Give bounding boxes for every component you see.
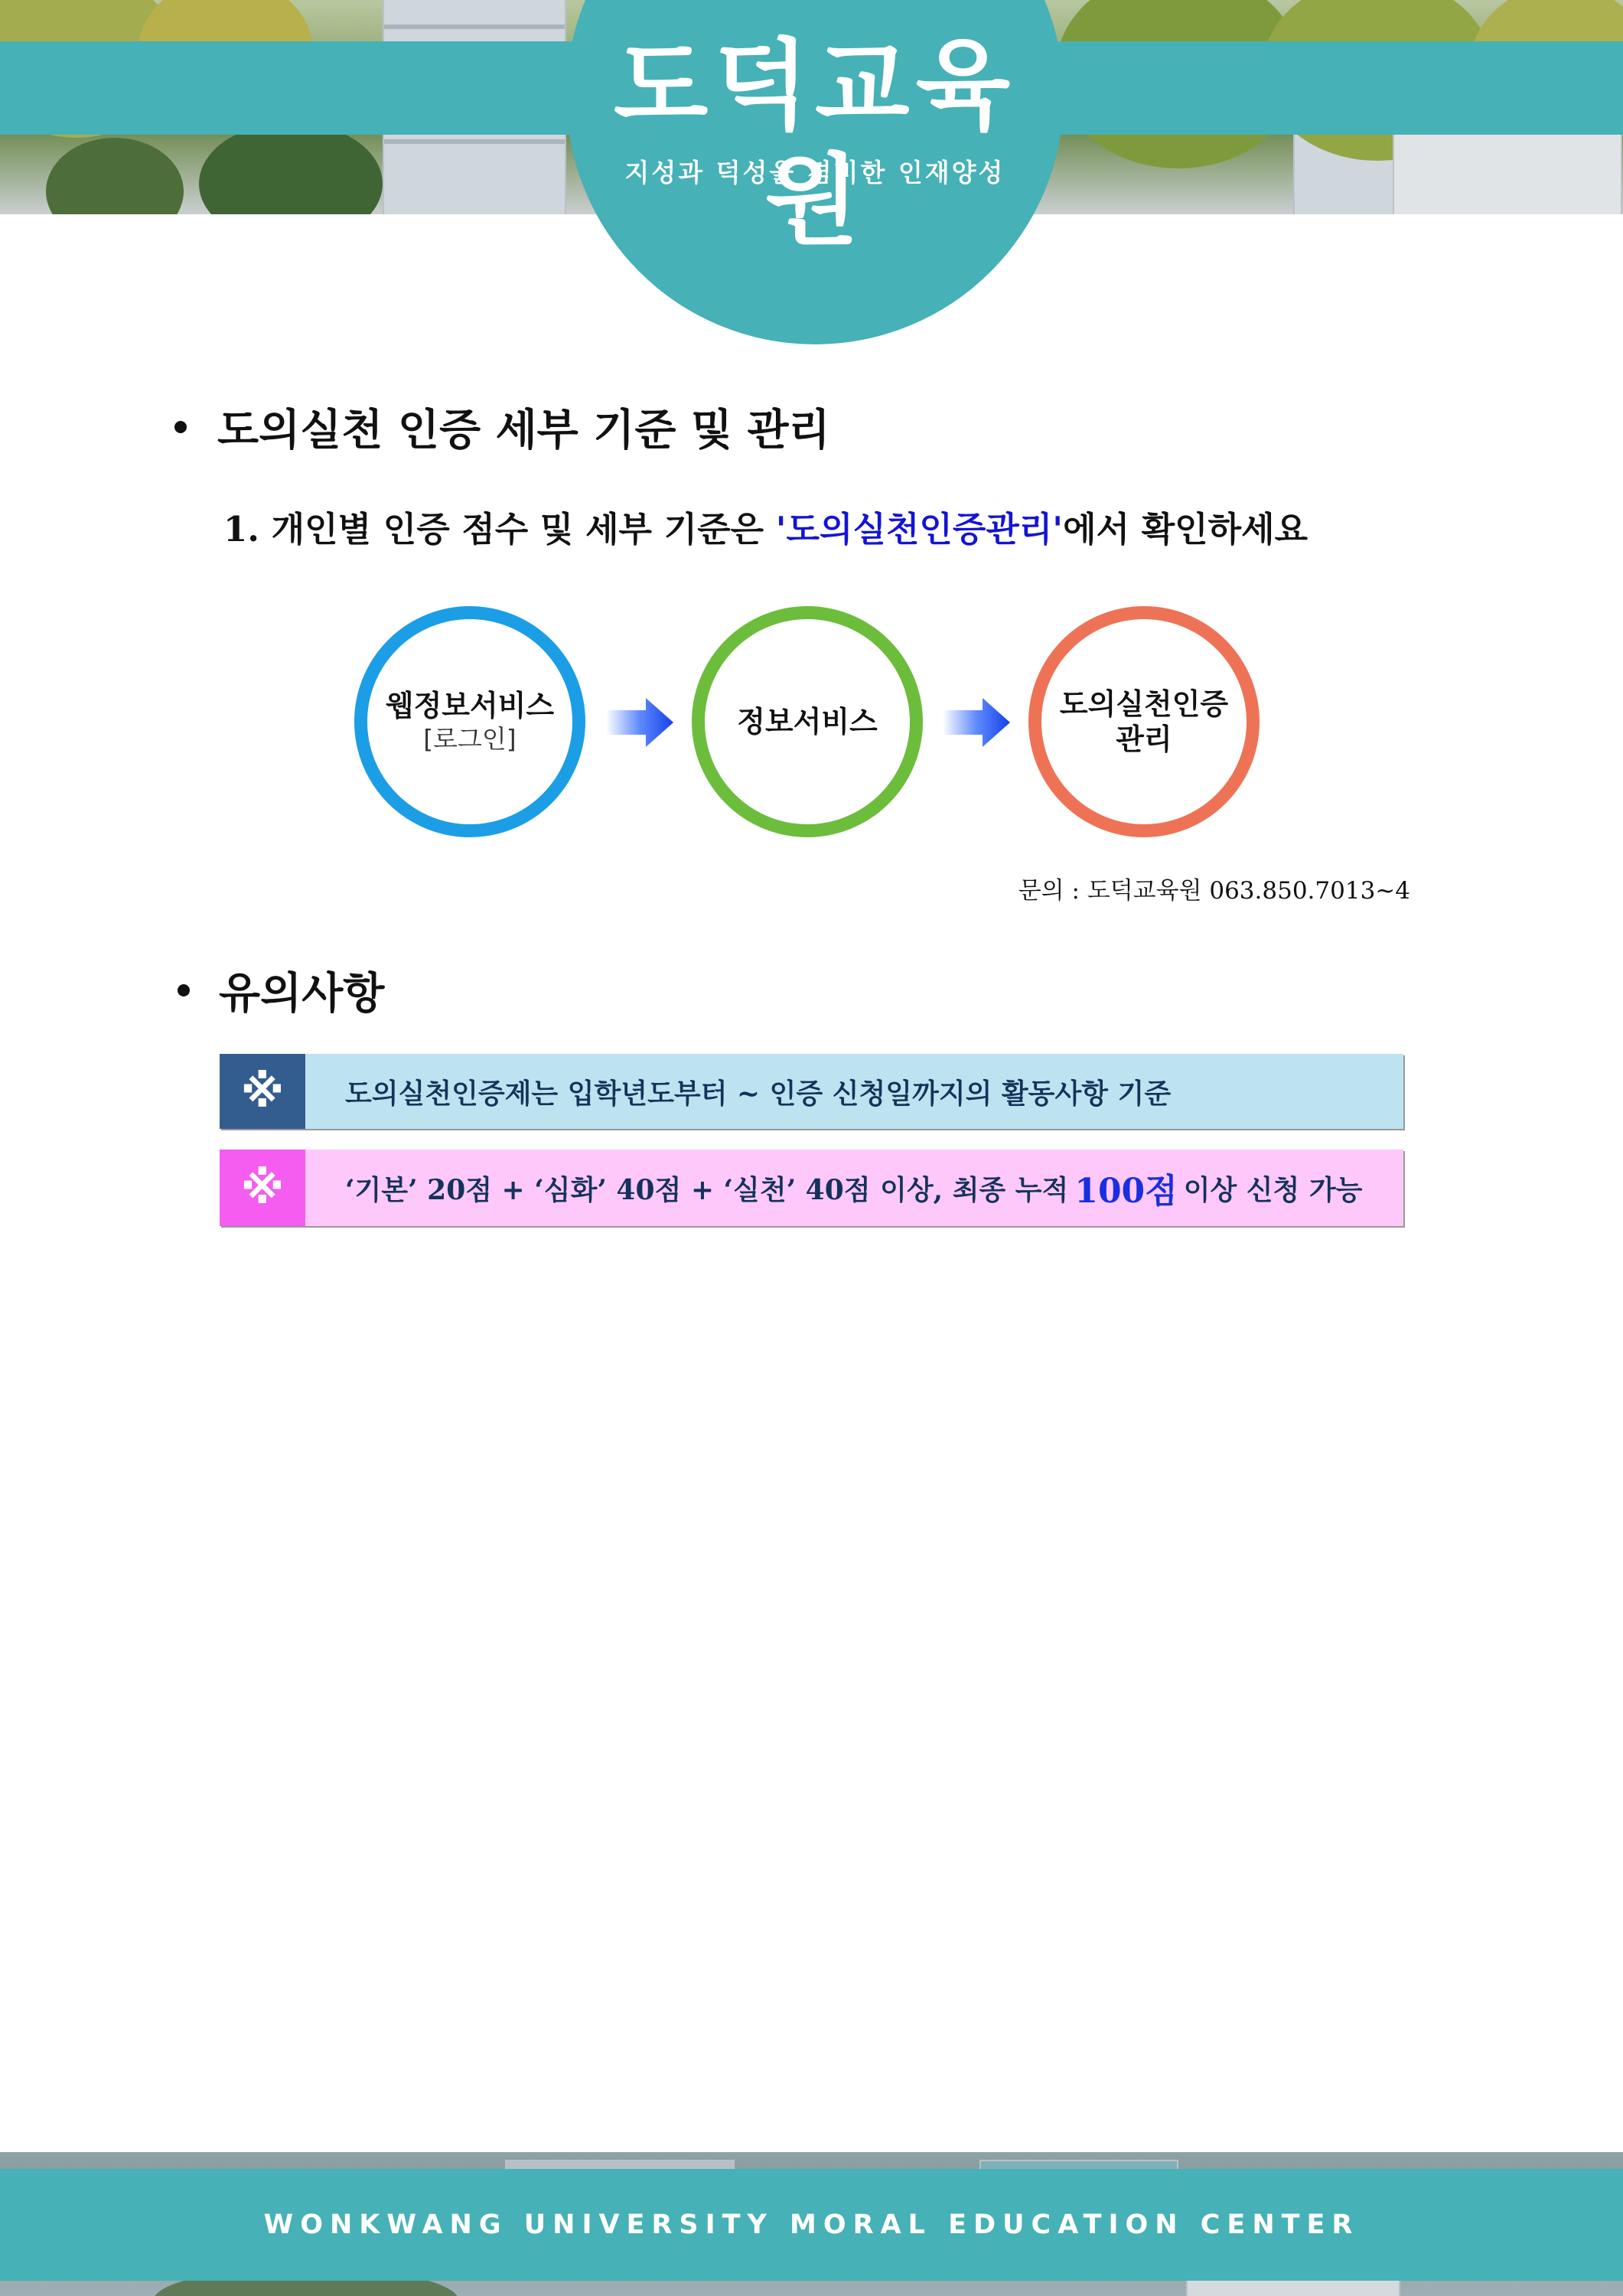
right-arrow-icon [943,698,1010,747]
page-title: 도덕교육원 [613,29,1017,258]
flow-step-label-line1: 도의실천인증 [1059,687,1229,721]
bullet-icon [178,984,190,996]
section-heading-notes: 유의사항 [219,968,385,1019]
note-text [305,1150,1403,1226]
note-text-after: 이상 신청 가능 [1183,1173,1363,1206]
note-box-period [220,1054,1403,1129]
flow-step-web-info-service [354,606,585,837]
note-box-score [220,1150,1403,1226]
bullet-icon [174,421,187,433]
section-heading-certification: 도의실천 인증 세부 기준 및 관리 [217,405,830,455]
flow-step-sublabel: [로그인] [423,724,517,754]
note-text-before: ‘기본’ 20점 + ‘심화’ 40점 + ‘실천’ 40점 이상, 최종 누적 [345,1173,1069,1206]
flow-step-label: 정보서비스 [737,705,878,739]
flow-step-certification-management [1028,606,1260,837]
contact-info: 문의 : 도덕교육원 063.850.7013~4 [1018,877,1410,905]
flow-step-info-service [692,606,923,837]
flow-step-label: 웹정보서비스 [385,689,555,722]
footer-text: WONKWANG UNIVERSITY MORAL EDUCATION CENTER [263,2210,1360,2240]
right-arrow-icon [606,698,673,747]
certification-management-link[interactable]: '도의실천인증관리' [775,509,1064,550]
reference-mark-icon: ※ [220,1054,305,1129]
page-subtitle: 지성과 덕성을 겸비한 인재양성 [624,158,1005,188]
note-text: 도의실천인증제는 입학년도부터 ~ 인증 신청일까지의 활동사항 기준 [345,1077,1172,1110]
instruction-prefix: 1. 개인별 인증 점수 및 세부 기준은 [223,509,776,550]
reference-mark-icon: ※ [220,1150,305,1226]
instruction-suffix: 에서 확인하세요 [1063,509,1309,550]
flow-step-label-line2: 관리 [1116,722,1172,756]
note-highlight-score: 100점 [1074,1172,1178,1211]
instruction-line [223,501,1308,551]
